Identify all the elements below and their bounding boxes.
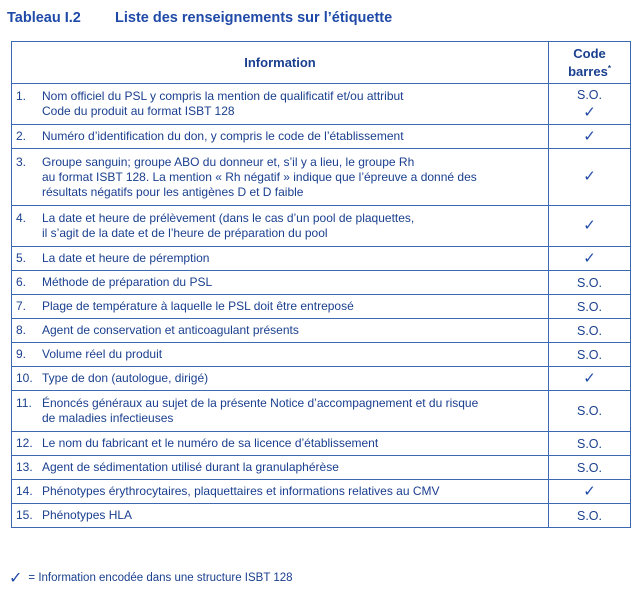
not-applicable-label: S.O.: [576, 404, 602, 418]
table-row: [12, 125, 631, 149]
row-text-line: Le nom du fabricant et le numéro de sa licence d’établissement: [42, 436, 379, 450]
row-text: [42, 323, 548, 338]
checkmark-icon: ✓: [583, 168, 596, 185]
not-applicable-label: S.O.: [576, 460, 602, 475]
row-text: [42, 508, 548, 523]
row-information-cell: [12, 271, 549, 295]
row-number: 5.: [16, 251, 27, 265]
row-information-cell: [12, 149, 549, 206]
row-text-line: Numéro d’identification du don, y compris le code de l’établissement: [42, 129, 404, 143]
row-number: 7.: [16, 299, 27, 313]
row-number: 11.: [16, 396, 32, 410]
table-row: [12, 84, 631, 125]
row-text-line: Type de don (autologue, dirigé): [42, 371, 209, 385]
row-information-cell: [12, 367, 549, 391]
row-number: 3.: [16, 154, 27, 169]
row-number: 15.: [16, 508, 33, 522]
checkmark-icon: ✓: [583, 249, 596, 267]
row-text-line: La date et heure de prélèvement (dans le cas d’un pool de plaquettes,: [42, 211, 415, 225]
not-applicable-label: S.O.: [576, 508, 602, 523]
row-information-cell: [12, 343, 549, 367]
footnote-text: = Information encodée dans une structure ISBT 128: [28, 572, 293, 584]
row-text-line: Énoncés généraux au sujet de la présente Notice d’accompagnement et du risque: [42, 396, 479, 410]
header-code-line2: barres: [568, 64, 608, 79]
row-barcode-cell: [549, 432, 631, 456]
row-barcode-cell: [549, 149, 631, 206]
row-barcode-cell: [549, 271, 631, 295]
row-text: [42, 396, 548, 426]
row-text-line: La date et heure de péremption: [42, 251, 210, 265]
row-text-line: Volume réel du produit: [42, 347, 163, 361]
row-information-cell: [12, 504, 549, 528]
checkmark-icon: ✓: [583, 369, 596, 387]
row-text: [42, 484, 548, 499]
table-row: [12, 319, 631, 343]
row-barcode-cell: [549, 84, 631, 125]
header-code-line1: Code: [573, 46, 606, 61]
table-row: [12, 456, 631, 480]
row-information-cell: [12, 84, 549, 125]
row-number: 6.: [16, 275, 27, 289]
row-information-cell: [12, 391, 549, 432]
table-row: [12, 295, 631, 319]
table-row: [12, 432, 631, 456]
header-row: [12, 42, 631, 84]
row-text-line: Phénotypes HLA: [42, 508, 133, 522]
table-row: [12, 149, 631, 206]
header-barcode: [549, 42, 631, 84]
row-text: [42, 211, 548, 241]
row-information-cell: [12, 206, 549, 247]
footnote: [9, 568, 293, 588]
row-information-cell: [12, 456, 549, 480]
row-text: [42, 299, 548, 314]
row-barcode-cell: [549, 319, 631, 343]
row-barcode-cell: [549, 504, 631, 528]
row-text: [42, 275, 548, 290]
row-number: 1.: [16, 89, 27, 103]
row-text: [42, 155, 548, 200]
row-text-line: au format ISBT 128. La mention « Rh négatif » indique que l’épreuve a donné des: [42, 169, 477, 184]
checkmark-icon: ✓: [583, 127, 596, 145]
row-text: [42, 460, 548, 475]
table-body: [12, 84, 631, 528]
row-number: 10.: [16, 371, 33, 385]
row-number: 8.: [16, 323, 27, 337]
row-barcode-cell: [549, 247, 631, 271]
checkmark-icon: ✓: [9, 570, 23, 587]
not-applicable-label: S.O.: [576, 436, 602, 451]
row-text-line: Code du produit au format ISBT 128: [42, 104, 235, 118]
row-information-cell: [12, 432, 549, 456]
not-applicable-label: S.O.: [576, 275, 602, 290]
row-text: [42, 129, 548, 144]
table-row: [12, 367, 631, 391]
table-row: [12, 504, 631, 528]
checkmark-icon: ✓: [583, 482, 596, 500]
row-information-cell: [12, 480, 549, 504]
table-row: [12, 391, 631, 432]
table-row: [12, 480, 631, 504]
table-row: [12, 343, 631, 367]
row-text-line: il s’agit de la date et de l’heure de préparation du pool: [42, 226, 328, 240]
header-information: Information: [12, 42, 549, 84]
not-applicable-label: S.O.: [576, 88, 602, 102]
row-text: [42, 89, 548, 119]
row-information-cell: [12, 295, 549, 319]
not-applicable-label: S.O.: [576, 299, 602, 314]
row-text-line: résultats négatifs pour les antigènes D et D faible: [42, 184, 304, 199]
table-title: [7, 7, 392, 29]
label-info-table: [11, 41, 631, 528]
checkmark-icon: ✓: [583, 217, 596, 234]
header-asterisk: *: [607, 64, 611, 73]
table-row: [12, 271, 631, 295]
table-row: [12, 206, 631, 247]
checkmark-icon: ✓: [583, 104, 596, 121]
row-text-line: Agent de sédimentation utilisé durant la granulaphérèse: [42, 460, 339, 474]
row-barcode-cell: [549, 456, 631, 480]
table-row: [12, 247, 631, 271]
row-barcode-cell: [549, 206, 631, 247]
row-text-line: Plage de température à laquelle le PSL doit être entreposé: [42, 299, 354, 313]
row-information-cell: [12, 125, 549, 149]
not-applicable-label: S.O.: [576, 323, 602, 338]
row-text: [42, 251, 548, 266]
table-caption: Liste des renseignements sur l’étiquette: [115, 10, 393, 26]
row-text-line: Groupe sanguin; groupe ABO du donneur et, s’il y a lieu, le groupe Rh: [42, 154, 415, 169]
row-barcode-cell: [549, 343, 631, 367]
row-text-line: Phénotypes érythrocytaires, plaquettaires et informations relatives au CMV: [42, 484, 440, 498]
row-number: 4.: [16, 211, 27, 225]
row-barcode-cell: [549, 125, 631, 149]
row-text: [42, 371, 548, 386]
row-number: 14.: [16, 484, 33, 498]
row-barcode-cell: [549, 295, 631, 319]
row-text: [42, 436, 548, 451]
row-number: 9.: [16, 347, 27, 361]
row-text-line: de maladies infectieuses: [42, 411, 174, 425]
table-number: Tableau I.2: [7, 10, 81, 26]
row-text-line: Agent de conservation et anticoagulant présents: [42, 323, 299, 337]
row-number: 2.: [16, 129, 27, 143]
row-text-line: Méthode de préparation du PSL: [42, 275, 213, 289]
row-information-cell: [12, 319, 549, 343]
row-number: 13.: [16, 460, 33, 474]
row-information-cell: [12, 247, 549, 271]
row-barcode-cell: [549, 480, 631, 504]
not-applicable-label: S.O.: [576, 347, 602, 362]
row-text: [42, 347, 548, 362]
row-barcode-cell: [549, 391, 631, 432]
row-text-line: Nom officiel du PSL y compris la mention de qualificatif et/ou attribut: [42, 89, 404, 103]
row-number: 12.: [16, 436, 33, 450]
row-barcode-cell: [549, 367, 631, 391]
